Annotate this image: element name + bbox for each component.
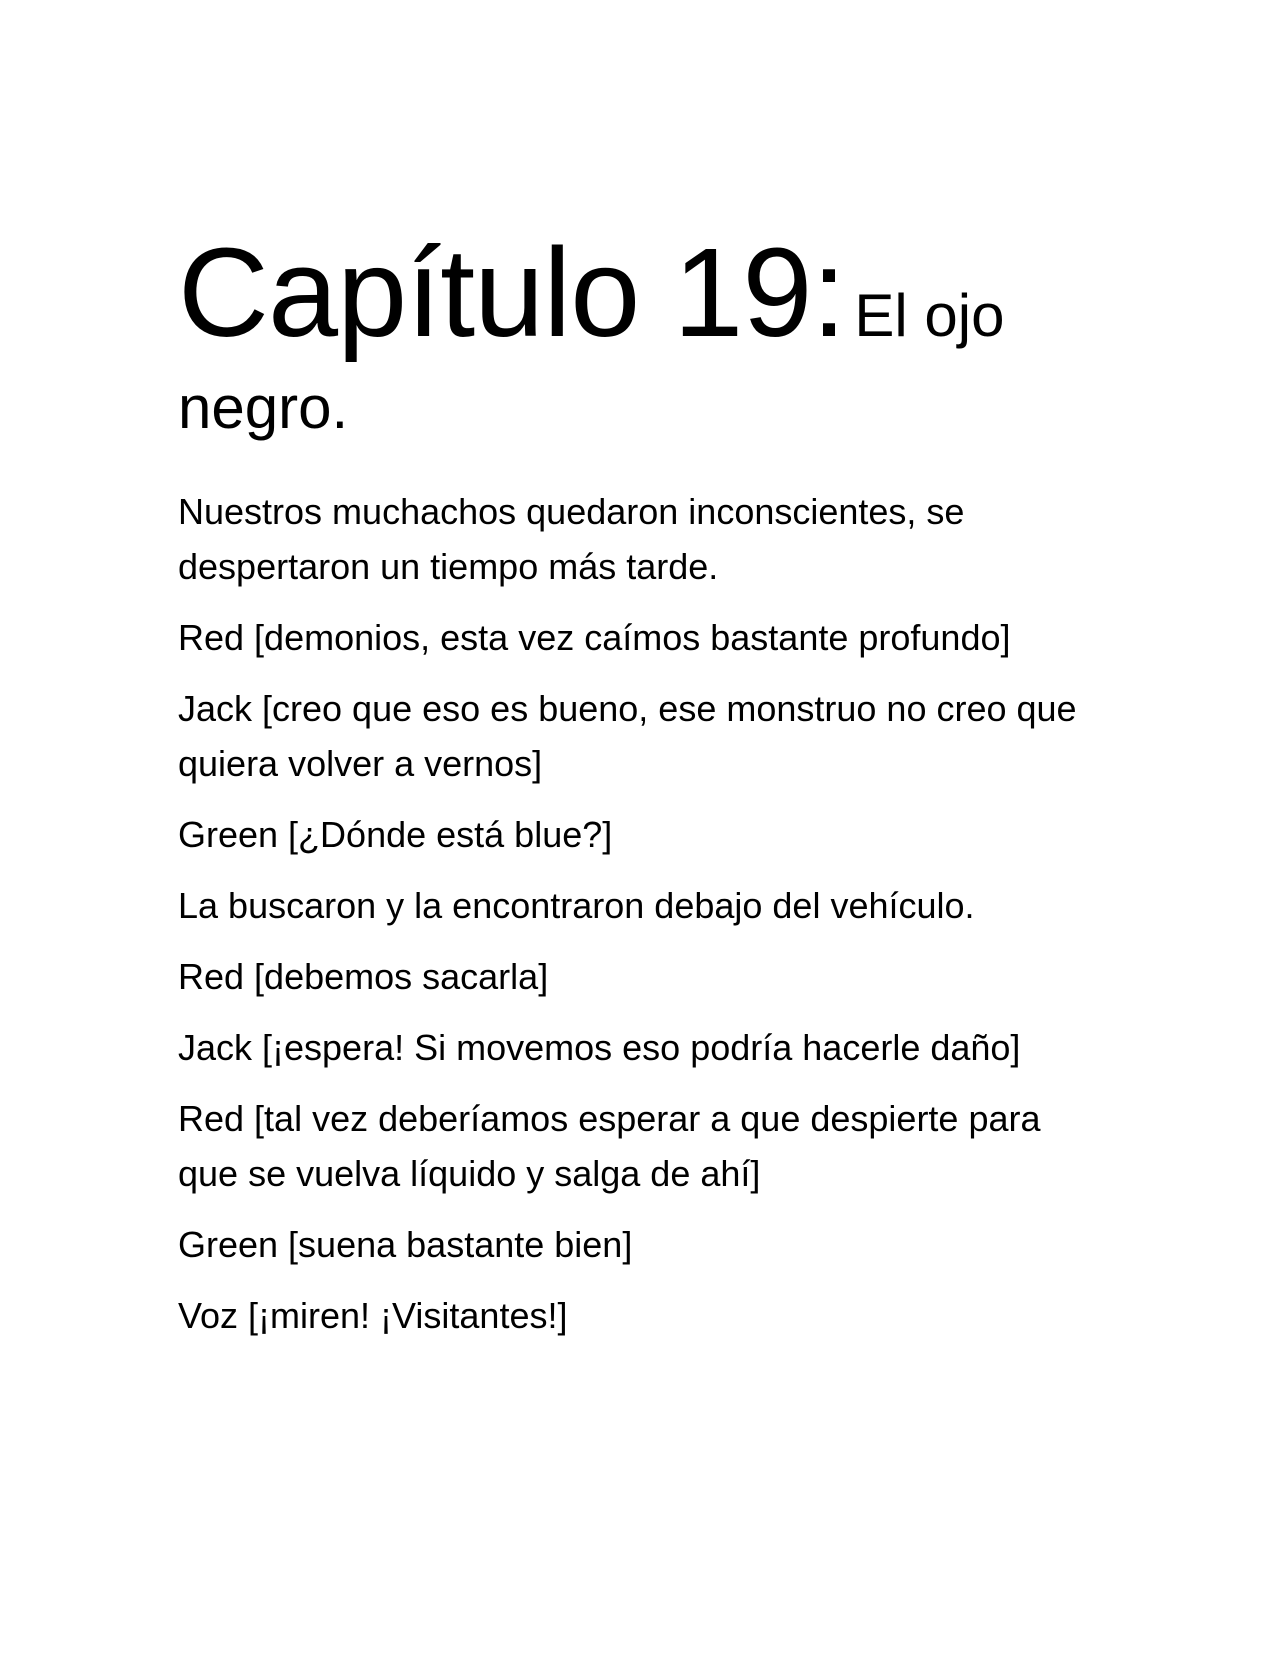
paragraph: Nuestros muchachos quedaron inconscientes, se despertaron un tiempo más tarde. — [178, 491, 965, 587]
chapter-body — [178, 484, 1108, 1343]
paragraph: Voz [¡miren! ¡Visitantes!] — [178, 1295, 568, 1336]
paragraph: Jack [¡espera! Si movemos eso podría hacerle daño] — [178, 1027, 1021, 1068]
chapter-name-part2: negro. — [178, 374, 349, 441]
chapter-name-part1: El ojo — [854, 282, 1005, 349]
paragraph: Green [¿Dónde está blue?] — [178, 814, 613, 855]
paragraph: Red [debemos sacarla] — [178, 956, 549, 997]
paragraph: Jack [creo que eso es bueno, ese monstruo no creo que quiera volver a vernos] — [178, 688, 1077, 784]
page-content — [178, 222, 1108, 1359]
chapter-number: Capítulo 19: — [178, 222, 846, 363]
chapter-heading — [178, 222, 1108, 441]
paragraph: Green [suena bastante bien] — [178, 1224, 633, 1265]
paragraph: La buscaron y la encontraron debajo del vehículo. — [178, 885, 975, 926]
paragraph: Red [tal vez deberíamos esperar a que despierte para que se vuelva líquido y salga de ahí] — [178, 1098, 1041, 1194]
chapter-heading-line1 — [178, 222, 1108, 372]
paragraph: Red [demonios, esta vez caímos bastante profundo] — [178, 617, 1011, 658]
